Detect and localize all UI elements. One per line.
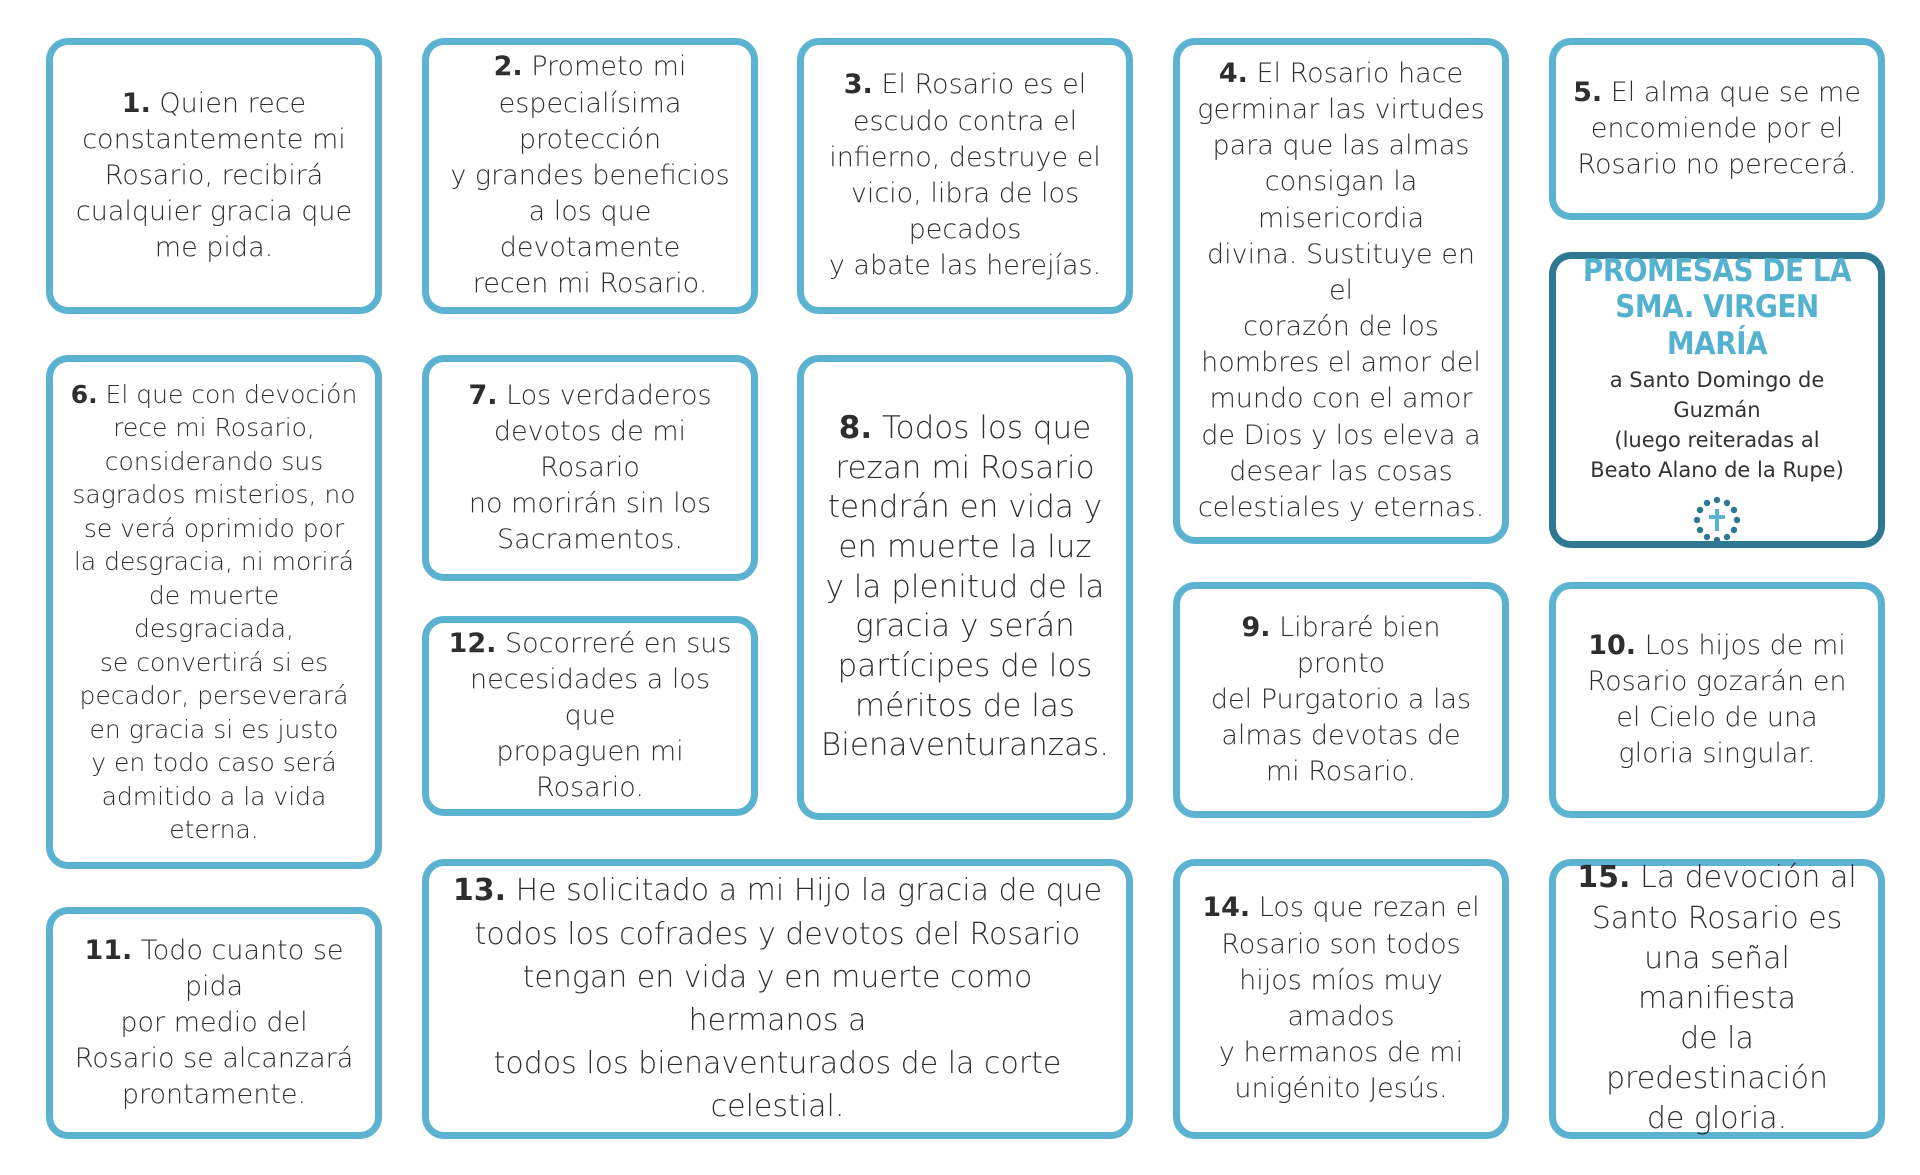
promise-text: Los hijos de mi Rosario gozarán en el Cielo de una gloria singular. xyxy=(1587,629,1847,770)
promise-text: Todo cuanto se pida por medio del Rosario se alcanzará prontamente. xyxy=(74,934,354,1111)
promise-card-2 xyxy=(422,38,758,314)
promise-number: 3. xyxy=(843,69,873,101)
promise-text: El alma que se me encomiende por el Rosario no perecerá. xyxy=(1577,76,1861,181)
promise-number: 14. xyxy=(1202,892,1251,924)
promise-card-7 xyxy=(422,355,758,581)
promise-card-6 xyxy=(46,355,382,869)
promise-text: Prometo mi especialísima protección y grandes beneficios a los que devotamente recen mi Rosario. xyxy=(450,51,730,300)
promise-number: 4. xyxy=(1218,57,1248,89)
promise-text: El que con devoción rece mi Rosario, considerando sus sagrados misterios, no se verá oprimido por la desgracia, ni morirá de muerte desgraciada, se convertirá si es pecador, perseverará en gracia si es justo y en todo caso será admitido a la vida eterna. xyxy=(72,379,358,844)
promise-number: 15. xyxy=(1577,860,1631,896)
promise-number: 9. xyxy=(1241,611,1271,643)
title-card xyxy=(1549,252,1885,548)
promise-number: 8. xyxy=(838,409,873,446)
promise-number: 11. xyxy=(84,934,133,966)
promise-number: 1. xyxy=(121,87,151,119)
promise-number: 7. xyxy=(468,379,498,411)
promise-number: 2. xyxy=(493,51,523,83)
promise-number: 12. xyxy=(448,627,497,659)
promise-card-14 xyxy=(1173,859,1509,1139)
promise-card-15 xyxy=(1549,859,1885,1139)
promise-card-1 xyxy=(46,38,382,314)
promise-text: Los verdaderos devotos de mi Rosario no morirán sin los Sacramentos. xyxy=(468,379,712,556)
rosary-cross-icon xyxy=(1693,496,1741,548)
promise-text: El Rosario hace germinar las virtudes para que las almas consigan la misericordia divina. Sustituye en el corazón de los hombres el amor del mundo con el amor de Dios y los eleva a desear las cosas celestiales y eternas. xyxy=(1197,57,1485,523)
promise-text: Libraré bien pronto del Purgatorio a las almas devotas de mi Rosario. xyxy=(1210,611,1472,788)
promise-text: Los que rezan el Rosario son todos hijos míos muy amados y hermanos de mi unigénito Jesús. xyxy=(1218,892,1480,1105)
promise-card-12 xyxy=(422,616,758,816)
promise-number: 13. xyxy=(452,873,507,909)
promise-card-5 xyxy=(1549,38,1885,220)
page-title: PROMESAS DE LA SMA. VIRGEN MARÍA xyxy=(1582,252,1852,362)
promise-text: Quien rece constantemente mi Rosario, recibirá cualquier gracia que me pida. xyxy=(75,87,353,264)
promise-card-8 xyxy=(797,355,1133,820)
promise-text: La devoción al Santo Rosario es una señal manifiesta de la predestinación de gloria. xyxy=(1591,860,1857,1137)
promise-card-11 xyxy=(46,907,382,1139)
promise-number: 5. xyxy=(1573,76,1603,108)
promise-text: He solicitado a mi Hijo la gracia de que todos los cofrades y devotos del Rosario tengan en vida y en muerte como hermanos a todos los bienaventurados de la corte celestial. xyxy=(474,873,1103,1125)
promise-card-4 xyxy=(1173,38,1509,544)
promise-text: Todos los que rezan mi Rosario tendrán en vida y en muerte la luz y la plenitud de la gracia y serán partícipes de los méritos de las Bienaventuranzas. xyxy=(820,409,1110,764)
promise-card-10 xyxy=(1549,582,1885,818)
promise-number: 10. xyxy=(1588,629,1637,661)
promise-card-9 xyxy=(1173,582,1509,818)
promise-card-13 xyxy=(422,859,1133,1139)
promise-text: El Rosario es el escudo contra el infierno, destruye el vicio, libra de los pecados y abate las herejías. xyxy=(828,69,1102,282)
promise-text: Socorreré en sus necesidades a los que propaguen mi Rosario. xyxy=(469,627,732,804)
page-subtitle: a Santo Domingo de Guzmán (luego reiteradas al Beato Alano de la Rupe) xyxy=(1590,368,1844,482)
promise-card-3 xyxy=(797,38,1133,314)
promise-number: 6. xyxy=(70,379,98,409)
